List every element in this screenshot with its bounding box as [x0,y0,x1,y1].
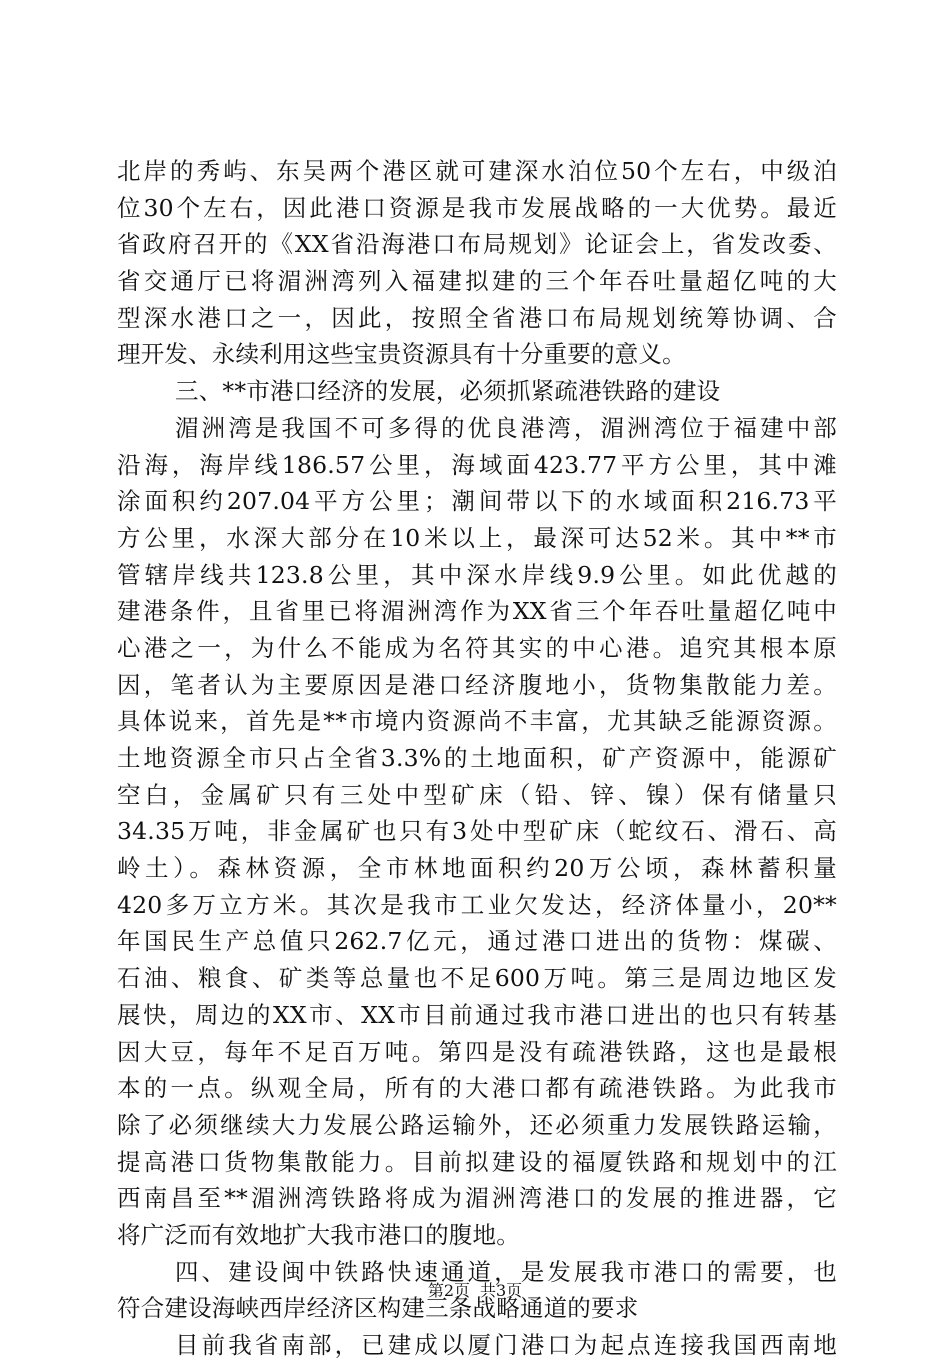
text-line: 具体说来，首先是**市境内资源尚不丰富，尤其缺乏能源资源。 [117,707,837,736]
text-line: 将广泛而有效地扩大我市港口的腹地。 [117,1220,520,1249]
text-line: 提高港口货物集散能力。目前拟建设的福厦铁路和规划中的江 [117,1147,837,1176]
text-line: 除了必须继续大力发展公路运输外，还必须重力发展铁路运输， [117,1110,837,1139]
text-line: 420多万立方米。其次是我市工业欠发达，经济体量小，20** [117,890,837,919]
text-line: 省交通厅已将湄洲湾列入福建拟建的三个年吞吐量超亿吨的大 [117,267,837,296]
text-line: 岭土）。森林资源，全市林地面积约20万公顷，森林蓄积量 [117,854,837,883]
text-line: 管辖岸线共123.8公里，其中深水岸线9.9公里。如此优越的 [117,560,837,589]
text-line: 沿海，海岸线186.57公里，海域面423.77平方公里，其中滩 [117,450,837,479]
text-line: 湄洲湾是我国不可多得的优良港湾，湄洲湾位于福建中部 [175,413,837,442]
text-line: 本的一点。纵观全局，所有的大港口都有疏港铁路。为此我市 [117,1074,837,1103]
text-line: 展快，周边的XX市、XX市目前通过我市港口进出的也只有转基 [117,1000,837,1029]
section-heading: 三、**市港口经济的发展，必须抓紧疏港铁路的建设 [175,377,721,406]
text-line: 北岸的秀屿、东吴两个港区就可建深水泊位50个左右，中级泊 [117,157,837,185]
text-line: 涂面积约207.04平方公里；潮间带以下的水域面积216.73平 [117,487,837,516]
page-number: 第2页 [427,1281,470,1300]
section-heading: 四、建设闽中铁路快速通道，是发展我市港口的需要，也 [175,1257,837,1286]
text-line: 石油、粮食、矿类等总量也不足600万吨。第三是周边地区发 [117,964,837,993]
text-line: 西南昌至**湄洲湾铁路将成为湄洲湾港口的发展的推进器，它 [117,1184,837,1213]
text-line: 因，笔者认为主要原因是港口经济腹地小，货物集散能力差。 [117,670,837,699]
text-line: 34.35万吨，非金属矿也只有3处中型矿床（蛇纹石、滑石、高 [117,817,837,846]
text-line: 因大豆，每年不足百万吨。第四是没有疏港铁路，这也是最根 [117,1037,837,1066]
text-line: 理开发、永续利用这些宝贵资源具有十分重要的意义。 [117,340,686,369]
text-line: 省政府召开的《XX省沿海港口布局规划》论证会上，省发改委、 [117,230,837,259]
text-line: 心港之一，为什么不能成为名符其实的中心港。追究其根本原 [117,633,837,662]
text-line: 土地资源全市只占全省3.3%的土地面积，矿产资源中，能源矿 [117,744,837,772]
document-body [117,153,837,1364]
text-line: 位30个左右，因此港口资源是我市发展战略的一大优势。最近 [117,193,837,222]
page-footer [0,1281,950,1301]
text-line: 目前我省南部，已建成以厦门港口为起点连接我国西南地 [175,1331,837,1359]
text-line: 建港条件，且省里已将湄洲湾作为XX省三个年吞吐量超亿吨中 [117,597,837,626]
text-line: 方公里，水深大部分在10米以上，最深可达52米。其中**市 [117,523,837,552]
text-line: 型深水港口之一，因此，按照全省港口布局规划统筹协调、合 [117,303,837,332]
text-line: 年国民生产总值只262.7亿元，通过港口进出的货物：煤碳、 [117,927,837,956]
page-total: 共3页 [480,1281,523,1300]
section-heading-continued: 符合建设海峡西岸经济区构建三条战略通道的要求 [117,1294,639,1323]
text-line: 空白，金属矿只有三处中型矿床（铅、锌、镍）保有储量只 [117,780,837,809]
